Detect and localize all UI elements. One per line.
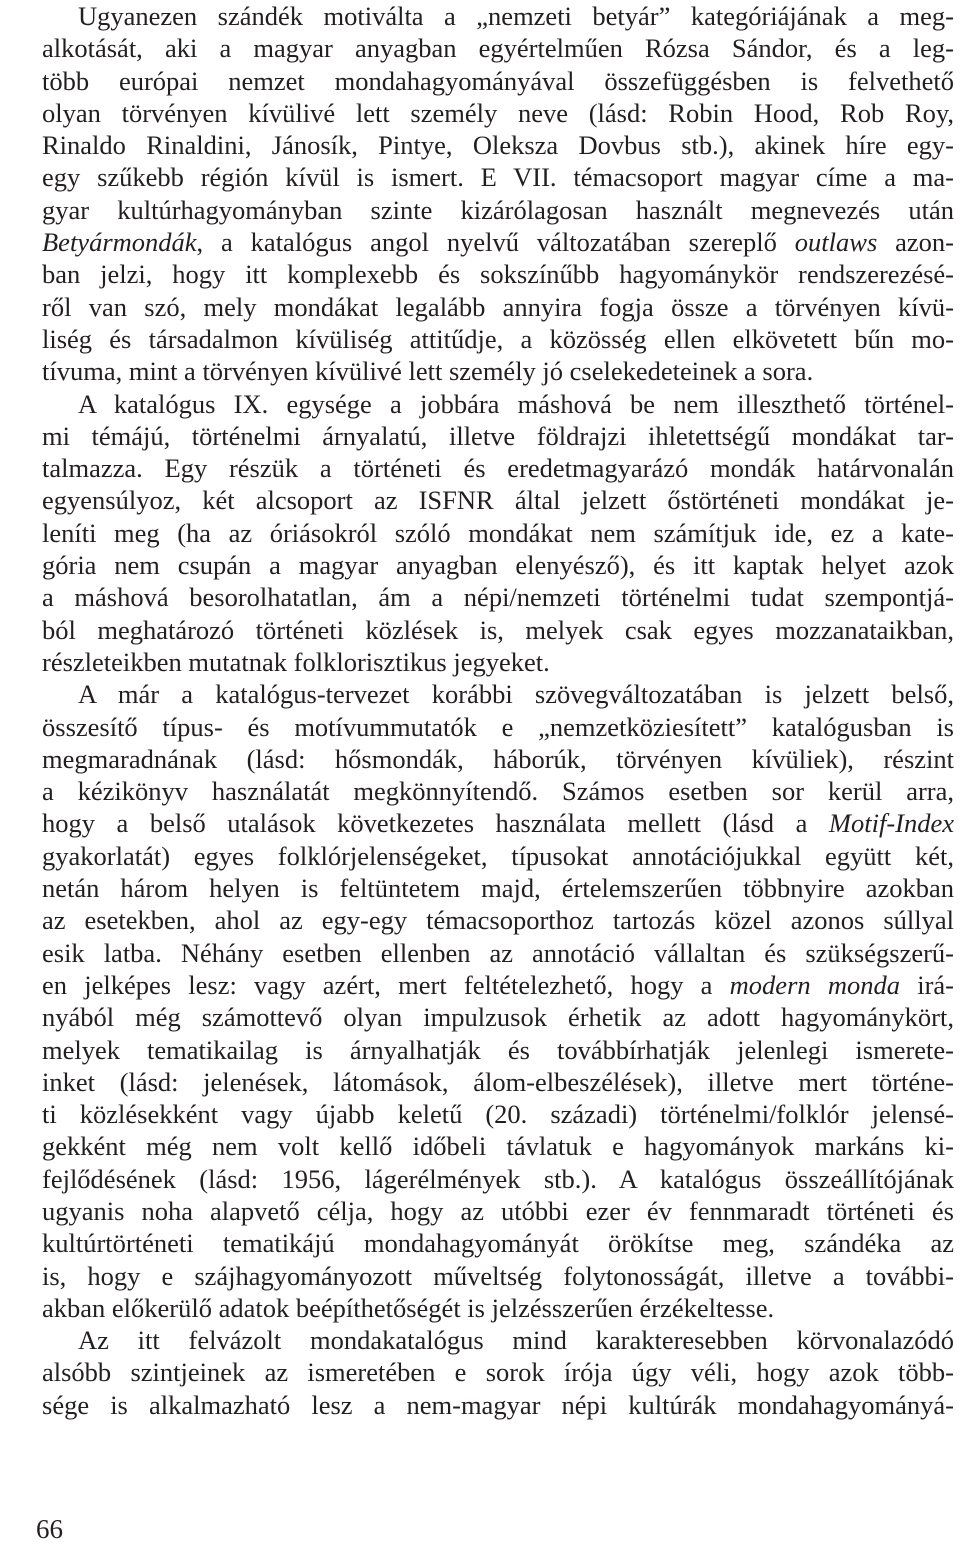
text-line: nyából még számottevő olyan impulzusok érhetik az adott hagyománykört, xyxy=(42,1002,954,1033)
text-line: melyek tematikailag is árnyalhatják és továbbírhatják jelenlegi ismerete- xyxy=(42,1034,954,1065)
text-line: gyakorlatát) egyes folklórjelenségeket, típusokat annotációjukkal együtt két, xyxy=(42,840,954,871)
text-line: Betyármondák, a katalógus angol nyelvű változatában szereplő outlaws azon- xyxy=(42,227,954,258)
text-line: tívuma, mint a törvényen kívülivé lett személy jó cselekedeteinek a sora. xyxy=(42,356,814,387)
text-line: fejlődésének (lásd: 1956, lágerélmények stb.). A katalógus összeállítójának xyxy=(42,1163,954,1194)
text-line: a kézikönyv használatát megkönnyítendő. Számos esetben sor kerül arra, xyxy=(42,776,954,807)
text-line: akban előkerülő adatok beépíthetőségét is jelzésszerűen érzékeltesse. xyxy=(42,1292,775,1323)
text-line: egyensúlyoz, két alcsoport az ISFNR által jelzett őstörténeti mondákat je- xyxy=(42,485,954,516)
text-line: összesítő típus- és motívummutatók e „nemzetköziesített” katalógusban is xyxy=(42,711,954,742)
text-line: gekként még nem volt kellő időbeli távlatuk e hagyományok markáns ki- xyxy=(42,1131,954,1162)
text-line: Az itt felvázolt mondakatalógus mind karakteresebben körvonalazódó xyxy=(78,1325,954,1356)
page-number: 66 xyxy=(36,1514,63,1544)
text-line: netán három helyen is feltüntetem majd, értelemszerűen többnyire azokban xyxy=(42,873,954,904)
text-line: en jelképes lesz: vagy azért, mert feltételezhető, hogy a modern monda irá- xyxy=(42,969,954,1000)
text-line: megmaradnának (lásd: hősmondák, háborúk, törvényen kívüliek), részint xyxy=(42,743,954,774)
text-line: esik latba. Néhány esetben ellenben az annotáció vállaltan és szükségszerű- xyxy=(42,937,954,968)
text-line: ból meghatározó történeti közlések is, melyek csak egyes mozzanataikban, xyxy=(42,614,954,645)
text-line: olyan törvényen kívülivé lett személy neve (lásd: Robin Hood, Rob Roy, xyxy=(42,97,954,128)
paragraph-mondakatalogus xyxy=(6,1324,954,1421)
text-line: A katalógus IX. egysége a jobbára máshová be nem illeszthető történel- xyxy=(78,388,954,419)
text-line: az esetekben, ahol az egy-egy témacsoporthoz tartozás közel azonos súllyal xyxy=(42,905,954,936)
paragraph-katalogus-ix xyxy=(6,388,954,679)
text-line: alsóbb szintjeinek az ismeretében e sorok írója úgy véli, hogy azok több- xyxy=(42,1357,954,1388)
text-line: Ugyanezen szándék motiválta a „nemzeti betyár” kategóriájának a meg- xyxy=(78,1,954,31)
text-line: ről van szó, mely mondákat legalább annyira fogja össze a törvényen kívü- xyxy=(42,291,954,322)
text-line: ti közlésekként vagy újabb keletű (20. századi) történelmi/folklór jelensé- xyxy=(42,1099,954,1130)
text-line: részleteikben mutatnak folklorisztikus jegyeket. xyxy=(42,646,550,677)
text-line: Rinaldo Rinaldini, Jánosík, Pintye, Oleksza Dovbus stb.), akinek híre egy- xyxy=(42,130,954,161)
text-line: A már a katalógus-tervezet korábbi szövegváltozatában is jelzett belső, xyxy=(78,679,954,710)
paragraph-nemzeti-betyar xyxy=(6,0,954,388)
text-line: gyar kultúrhagyományban szinte kizárólagosan használt megnevezés után xyxy=(42,194,954,225)
text-line: talmazza. Egy részük a történeti és eredetmagyarázó mondák határvonalán xyxy=(42,453,954,484)
text-line: hogy a belső utalások következetes használata mellett (lásd a Motif-Index xyxy=(42,808,954,839)
text-line: több európai nemzet mondahagyományával összefüggésben is felvethető xyxy=(42,65,954,96)
text-line: a máshová besorolhatatlan, ám a népi/nemzeti történelmi tudat szempontjá- xyxy=(42,582,954,613)
text-line: gória nem csupán a magyar anyagban elenyésző), és itt kaptak helyet azok xyxy=(42,550,954,581)
text-line: mi témájú, történelmi árnyalatú, illetve földrajzi ihletettségű mondákat tar- xyxy=(42,420,954,451)
paragraph-belso-mutatok xyxy=(6,678,954,1324)
text-line: egy szűkebb régión kívül is ismert. E VII. témacsoport magyar címe a ma- xyxy=(42,162,954,193)
text-line: ugyanis noha alapvető célja, hogy az utóbbi ezer év fennmaradt történeti és xyxy=(42,1195,954,1226)
text-line: ban jelzi, hogy itt komplexebb és sokszínűbb hagyománykör rendszerezésé- xyxy=(42,259,954,290)
text-line: liség és társadalmon kívüliség attitűdje, a közösség ellen elkövetett bűn mo- xyxy=(42,323,954,354)
text-line: leníti meg (ha az óriásokról szóló mondákat nem számítjuk ide, ez a kate- xyxy=(42,517,954,548)
text-line: sége is alkalmazható lesz a nem-magyar népi kultúrák mondahagyományá- xyxy=(42,1389,954,1420)
text-line: alkotását, aki a magyar anyagban egyértelműen Rózsa Sándor, és a leg- xyxy=(42,33,954,64)
text-line: inket (lásd: jelenések, látomások, álom-elbeszélések), illetve mert történe- xyxy=(42,1066,954,1097)
text-line: is, hogy e szájhagyományozott műveltség folytonosságát, illetve a további- xyxy=(42,1260,954,1291)
document-page xyxy=(6,0,954,1421)
text-line: kultúrtörténeti tematikájú mondahagyományát örökítse meg, szándéka az xyxy=(42,1228,954,1259)
